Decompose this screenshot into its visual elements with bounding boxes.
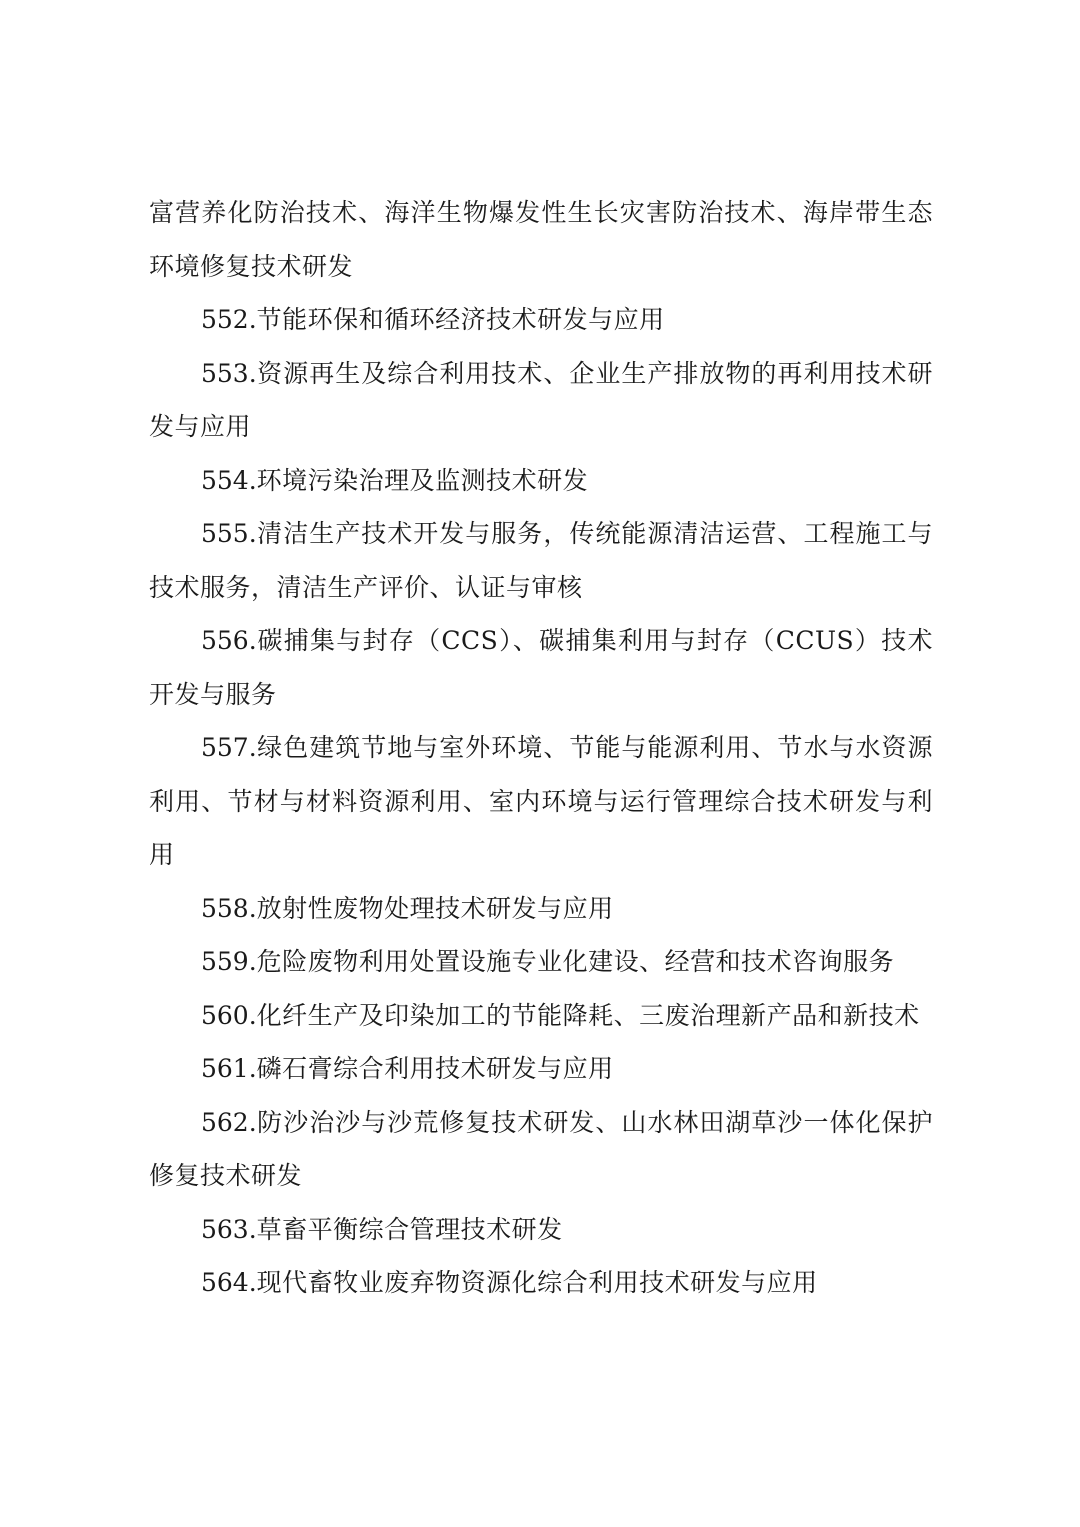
- item-number: 559.: [201, 947, 257, 976]
- item-text: 放射性废物处理技术研发与应用: [256, 893, 614, 923]
- item-text: 富营养化防治技术、海洋生物爆发性生长灾害防治技术、海岸带生态环境修复技术研发: [149, 198, 933, 281]
- item-number: 554.: [201, 465, 257, 495]
- list-item: [149, 1096, 933, 1203]
- item-number: 564.: [201, 1268, 257, 1297]
- item-number: 558.: [201, 893, 257, 923]
- item-text: 环境污染治理及监测技术研发: [256, 465, 589, 495]
- item-text: 危险废物利用处置设施专业化建设、经营和技术咨询服务: [256, 947, 895, 976]
- list-item: [149, 507, 933, 614]
- item-text: 防沙治沙与沙荒修复技术研发、山水林田湖草沙一体化保护修复技术研发: [149, 1107, 933, 1190]
- item-text: 磷石膏综合利用技术研发与应用: [256, 1054, 614, 1083]
- item-number: 555.: [201, 519, 257, 548]
- list-item: [149, 614, 933, 721]
- item-text: 节能环保和循环经济技术研发与应用: [256, 305, 665, 334]
- item-number: 553.: [201, 358, 257, 388]
- item-text: 绿色建筑节地与室外环境、节能与能源利用、节水与水资源利用、节材与材料资源利用、室内环境与运行管理综合技术研发与利用: [149, 733, 933, 869]
- item-number: 557.: [201, 733, 257, 762]
- item-number: 561.: [201, 1054, 257, 1083]
- list-item: [149, 882, 933, 936]
- list-item: [149, 293, 933, 347]
- item-text: 清洁生产技术开发与服务，传统能源清洁运营、工程施工与技术服务，清洁生产评价、认证与审核: [149, 519, 933, 602]
- document-body: [149, 186, 933, 1310]
- item-text: 碳捕集与封存（CCS）、碳捕集利用与封存（CCUS）技术开发与服务: [149, 626, 933, 709]
- item-text: 现代畜牧业废弃物资源化综合利用技术研发与应用: [256, 1268, 818, 1297]
- list-item: [149, 1203, 933, 1257]
- list-item: [149, 454, 933, 508]
- list-item: [149, 1256, 933, 1310]
- list-item: [149, 1042, 933, 1096]
- item-text: 草畜平衡综合管理技术研发: [256, 1214, 563, 1244]
- list-item: [149, 989, 933, 1043]
- item-number: 556.: [201, 626, 257, 655]
- continued-paragraph: [149, 186, 933, 293]
- item-text: 资源再生及综合利用技术、企业生产排放物的再利用技术研发与应用: [149, 358, 933, 441]
- item-number: 560.: [201, 1000, 257, 1030]
- item-number: 562.: [201, 1107, 257, 1137]
- item-text: 化纤生产及印染加工的节能降耗、三废治理新产品和新技术: [256, 1000, 920, 1030]
- list-item: [149, 721, 933, 882]
- list-item: [149, 347, 933, 454]
- item-number: 563.: [201, 1214, 257, 1244]
- item-number: 552.: [201, 305, 257, 334]
- list-item: [149, 935, 933, 989]
